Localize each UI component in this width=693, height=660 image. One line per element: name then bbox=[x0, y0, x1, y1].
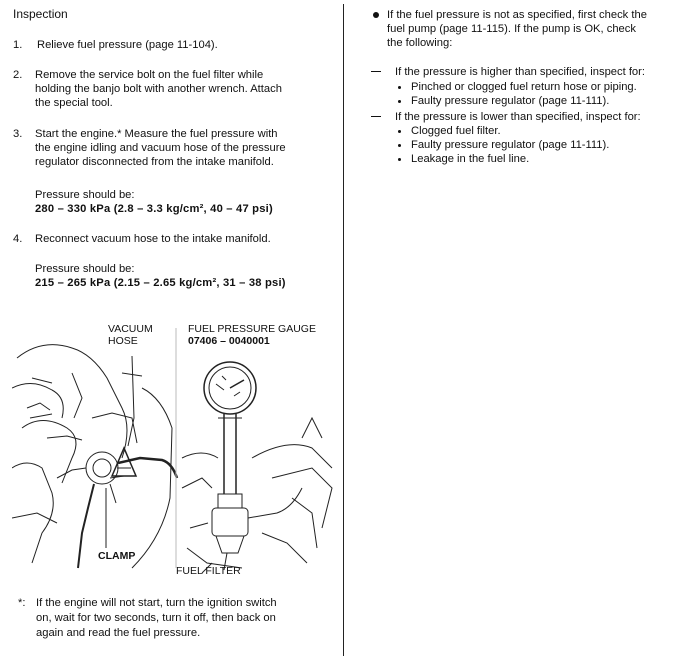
step-number: 3. bbox=[13, 128, 23, 140]
step-number: 4. bbox=[13, 233, 23, 245]
gauge-part-number: 07406 – 0040001 bbox=[188, 335, 270, 347]
fuel-pressure-figure bbox=[12, 318, 342, 580]
left-column bbox=[0, 0, 343, 660]
section-heading: Inspection bbox=[13, 7, 68, 21]
bullet-icon bbox=[398, 130, 401, 133]
higher-item: Pinched or clogged fuel return hose or piping. bbox=[411, 81, 637, 93]
step-text: Reconnect vacuum hose to the intake manifold. bbox=[35, 233, 271, 245]
spec-value: 280 – 330 kPa (2.8 – 3.3 kg/cm², 40 – 47 psi) bbox=[35, 203, 273, 215]
column-divider bbox=[343, 4, 344, 656]
bullet-text: the following: bbox=[387, 37, 453, 49]
higher-title: If the pressure is higher than specified, inspect for: bbox=[395, 66, 645, 78]
step-text: Remove the service bolt on the fuel filter while bbox=[35, 69, 264, 81]
footnote-text: If the engine will not start, turn the ignition switch bbox=[36, 597, 277, 609]
step-number: 2. bbox=[13, 69, 23, 81]
bullet-text: If the fuel pressure is not as specified, first check the bbox=[387, 9, 647, 21]
footnote-text: on, wait for two seconds, turn it off, then back on bbox=[36, 612, 276, 624]
higher-item: Faulty pressure regulator (page 11-111). bbox=[411, 95, 610, 107]
pressure-spec-1 bbox=[35, 188, 273, 216]
step-text: the special tool. bbox=[35, 97, 113, 109]
dash-icon bbox=[371, 71, 381, 72]
step-text: Relieve fuel pressure (page 11-104). bbox=[37, 39, 218, 51]
footnote-marker: *: bbox=[18, 597, 26, 609]
step-text: the engine idling and vacuum hose of the pressure bbox=[35, 142, 286, 154]
bullet-icon bbox=[398, 144, 401, 147]
spec-label: Pressure should be: bbox=[35, 263, 135, 275]
engine-illustration bbox=[12, 318, 342, 580]
bullet-icon bbox=[398, 86, 401, 89]
dash-icon bbox=[371, 116, 381, 117]
bullet-icon bbox=[398, 158, 401, 161]
bullet-icon bbox=[373, 12, 379, 18]
pressure-spec-2 bbox=[35, 262, 286, 290]
step-text: holding the banjo bolt with another wrench. Attach bbox=[35, 83, 282, 95]
bullet-text: fuel pump (page 11-115). If the pump is OK, check bbox=[387, 23, 636, 35]
gauge-name-label: FUEL PRESSURE GAUGE bbox=[188, 323, 316, 335]
fuel-filter-label: FUEL FILTER bbox=[176, 565, 241, 577]
spec-label: Pressure should be: bbox=[35, 189, 135, 201]
lower-item: Faulty pressure regulator (page 11-111). bbox=[411, 139, 610, 151]
lower-item: Leakage in the fuel line. bbox=[411, 153, 530, 165]
bullet-icon bbox=[398, 100, 401, 103]
step-number: 1. bbox=[13, 39, 23, 51]
vacuum-hose-label: VACUUM HOSE bbox=[108, 323, 153, 347]
right-column bbox=[350, 0, 690, 660]
lower-item: Clogged fuel filter. bbox=[411, 125, 501, 137]
lower-title: If the pressure is lower than specified, inspect for: bbox=[395, 111, 641, 123]
footnote-text: again and read the fuel pressure. bbox=[36, 627, 201, 639]
step-text: regulator disconnected from the intake manifold. bbox=[35, 156, 274, 168]
step-text: Start the engine.* Measure the fuel pressure with bbox=[35, 128, 278, 140]
clamp-label: CLAMP bbox=[98, 550, 136, 562]
spec-value: 215 – 265 kPa (2.15 – 2.65 kg/cm², 31 – 38 psi) bbox=[35, 277, 286, 289]
